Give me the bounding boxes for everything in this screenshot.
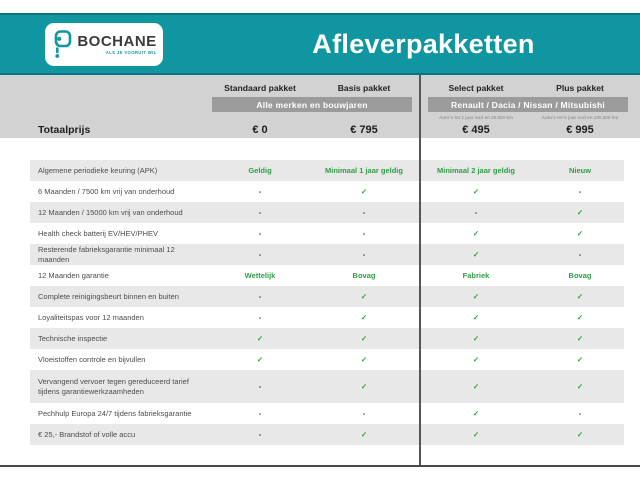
table-row <box>0 244 640 265</box>
feature-value: - <box>362 409 366 418</box>
feature-value: ✓ <box>360 334 368 343</box>
feature-value: - <box>258 292 262 301</box>
feature-label: 6 Maanden / 7500 km vrij van onderhoud <box>38 186 175 196</box>
feature-value: - <box>258 430 262 439</box>
feature-value: ✓ <box>472 250 480 259</box>
feature-value: ✓ <box>576 334 584 343</box>
pricing-header-band <box>0 75 640 138</box>
table-row <box>0 328 640 349</box>
feature-value: ✓ <box>576 313 584 322</box>
feature-value: ✓ <box>576 430 584 439</box>
page-title: Afleverpakketten <box>312 28 535 59</box>
feature-label: Pechhulp Europa 24/7 tijdens fabrieksgarantie <box>38 408 192 418</box>
feature-value: ✓ <box>576 355 584 364</box>
feature-value: ✓ <box>472 229 480 238</box>
feature-value: ✓ <box>576 292 584 301</box>
price-basis: € 795 <box>350 124 378 136</box>
feature-value: - <box>578 187 582 196</box>
feature-value: ✓ <box>360 382 368 391</box>
feature-value: - <box>258 208 262 217</box>
feature-label: € 25,- Brandstof of volle accu <box>38 429 136 439</box>
column-title-plus: Plus pakket <box>556 83 604 93</box>
feature-value: - <box>578 409 582 418</box>
feature-value: ✓ <box>256 355 264 364</box>
feature-value: Bovag <box>568 271 592 280</box>
feature-value: ✓ <box>472 382 480 391</box>
feature-label: 12 Maanden / 15000 km vrij van onderhoud <box>38 207 183 217</box>
feature-label: Technische inspectie <box>38 333 108 343</box>
feature-value: Bovag <box>352 271 376 280</box>
feature-value: - <box>258 409 262 418</box>
feature-label: Complete reinigingsbeurt binnen en buiten <box>38 291 179 301</box>
column-title-standaard: Standaard pakket <box>224 83 296 93</box>
feature-value: - <box>258 229 262 238</box>
table-row <box>0 286 640 307</box>
table-row <box>0 370 640 403</box>
feature-value: Minimaal 1 jaar geldig <box>325 166 403 175</box>
bochane-logo <box>45 23 163 66</box>
feature-value: Nieuw <box>568 166 592 175</box>
feature-value: ✓ <box>472 187 480 196</box>
feature-rows <box>0 160 640 445</box>
feature-value: - <box>258 250 262 259</box>
feature-label: Loyaliteitspas voor 12 maanden <box>38 312 144 322</box>
column-captions-row <box>0 112 640 122</box>
feature-label: Resterende fabrieksgarantie minimaal 12 maanden <box>38 245 175 264</box>
table-row <box>0 307 640 328</box>
column-caption-select: Auto's tot 1 jaar oud en 20.000 km <box>438 114 514 120</box>
price-select: € 495 <box>462 124 490 136</box>
feature-label: Vloeistoffen controle en bijvullen <box>38 354 146 364</box>
feature-label: Vervangend vervoer tegen gereduceerd tarief tijdens garantiewerkzaamheden <box>38 377 189 396</box>
feature-value: - <box>578 250 582 259</box>
feature-value: - <box>362 250 366 259</box>
feature-value: ✓ <box>360 313 368 322</box>
logo-text <box>77 34 156 55</box>
feature-value: Geldig <box>248 166 272 175</box>
top-white-strip <box>0 0 640 13</box>
feature-value: - <box>362 229 366 238</box>
feature-value: ✓ <box>360 430 368 439</box>
feature-label: Health check batterij EV/HEV/PHEV <box>38 228 159 238</box>
feature-value: ✓ <box>472 292 480 301</box>
table-row <box>0 160 640 181</box>
feature-value: ✓ <box>472 430 480 439</box>
feature-value: Wettelijk <box>244 271 276 280</box>
feature-value: Fabriek <box>462 271 490 280</box>
price-standaard: € 0 <box>252 124 268 136</box>
bochane-logo-icon <box>51 29 73 59</box>
feature-label: Algemene periodieke keuring (APK) <box>38 165 158 175</box>
feature-value: ✓ <box>360 355 368 364</box>
feature-value: ✓ <box>472 355 480 364</box>
column-titles-row <box>0 80 640 96</box>
header <box>0 13 640 75</box>
feature-value: - <box>258 382 262 391</box>
bottom-border-line <box>0 465 640 467</box>
table-row <box>0 202 640 223</box>
feature-value: ✓ <box>576 229 584 238</box>
group-divider-line <box>419 75 421 465</box>
feature-value: - <box>258 187 262 196</box>
feature-value: - <box>258 313 262 322</box>
total-price-row <box>0 122 640 138</box>
table-row <box>0 265 640 286</box>
table-row <box>0 424 640 445</box>
feature-value: ✓ <box>472 409 480 418</box>
table-row <box>0 403 640 424</box>
group-badge-all-brands: Alle merken en bouwjaren <box>212 97 412 112</box>
column-title-basis: Basis pakket <box>337 83 391 93</box>
feature-value: Minimaal 2 jaar geldig <box>437 166 515 175</box>
table-row <box>0 223 640 244</box>
table-row <box>0 349 640 370</box>
group-badge-renault-dacia-nissan-mitsubishi: Renault / Dacia / Nissan / Mitsubishi <box>428 97 628 112</box>
table-row <box>0 181 640 202</box>
column-title-select: Select pakket <box>448 83 504 93</box>
feature-value: - <box>362 208 366 217</box>
column-caption-plus: Auto's tot 5 jaar oud en 100.000 km <box>541 114 619 120</box>
feature-value: ✓ <box>472 313 480 322</box>
feature-value: ✓ <box>360 292 368 301</box>
feature-value: ✓ <box>576 382 584 391</box>
feature-value: - <box>474 208 478 217</box>
price-plus: € 995 <box>566 124 594 136</box>
logo-tagline: ALS JE VOORUIT WIL <box>105 49 157 55</box>
feature-value: ✓ <box>256 334 264 343</box>
feature-value: ✓ <box>360 187 368 196</box>
feature-value: ✓ <box>576 208 584 217</box>
feature-label: 12 Maanden garantie <box>38 270 109 280</box>
logo-name: BOCHANE <box>77 32 157 50</box>
total-price-label: Totaalprijs <box>38 124 91 136</box>
group-badges-row <box>0 97 640 112</box>
feature-value: ✓ <box>472 334 480 343</box>
